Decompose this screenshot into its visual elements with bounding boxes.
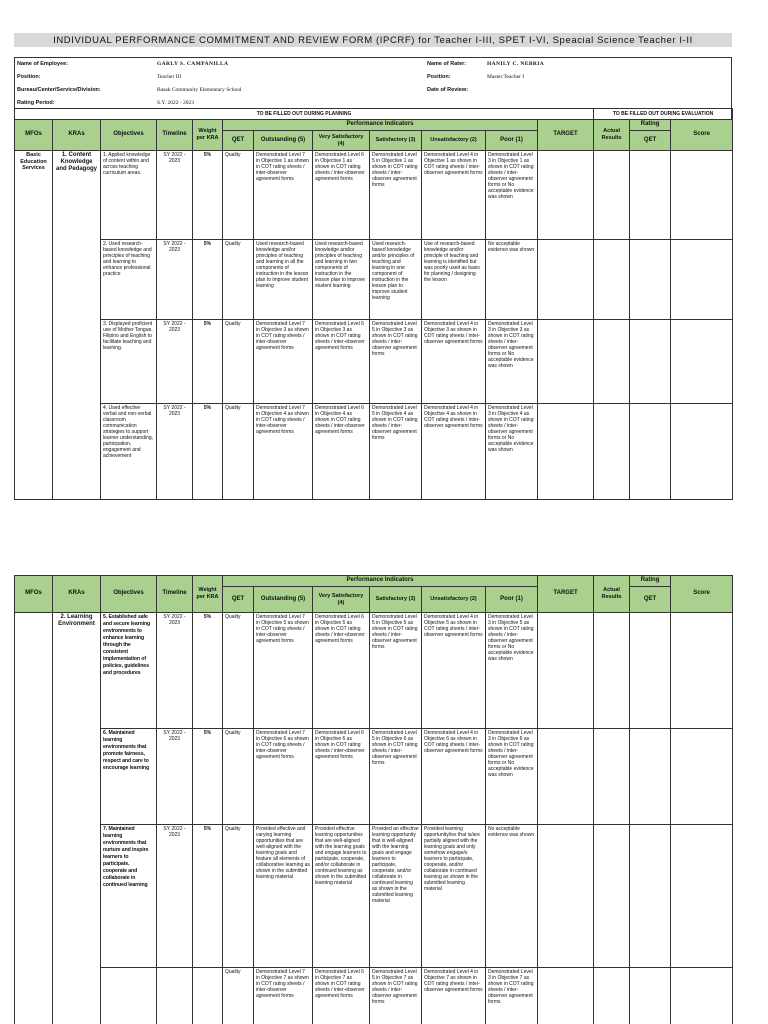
satisfactory-cell: Demonstrated Level 5 in Objective 4 as shown in COT rating sheets / inter-observer agreement forms bbox=[370, 404, 422, 500]
objective-cell: 3. Displayed proficient use of Mother Tongue, Filipino and English to facilitate teaching and learning. bbox=[101, 320, 157, 404]
unsatisfactory-cell: Demonstrated Level 4 in Objective 1 as shown in COT rating sheets / inter-observer agreement forms bbox=[422, 151, 486, 240]
objective-cell bbox=[101, 968, 157, 1024]
outstanding-cell: Demonstrated Level 7 in Objective 3 as shown in COT rating sheets / inter-observer agreement forms bbox=[254, 320, 313, 404]
rater-position-label: Position: bbox=[427, 74, 451, 81]
outstanding-cell: Demonstrated Level 7 in Objective 7 as shown in COT rating sheets / inter-observer agreement forms bbox=[254, 968, 313, 1024]
header-kras: KRAs bbox=[53, 120, 101, 151]
header-target: TARGET bbox=[538, 120, 594, 151]
qet-cell: Quality bbox=[223, 968, 254, 1024]
header-performance-indicators: Performance Indicators bbox=[223, 576, 538, 587]
actual-results-cell[interactable] bbox=[594, 613, 630, 729]
satisfactory-cell: Demonstrated Level 5 in Objective 7 as shown in COT rating sheets / inter-observer agreement forms bbox=[370, 968, 422, 1024]
employee-position: Teacher III bbox=[157, 74, 182, 81]
header-unsatisfactory: Unsatisfactory (2) bbox=[422, 587, 486, 613]
timeline-cell: SY 2022 - 2023 bbox=[157, 320, 193, 404]
poor-cell: Demonstrated Level 3 in Objective 1 as shown in COT rating sheets / inter-observer agreement forms or No acceptable evidence was shown bbox=[486, 151, 538, 240]
target-cell[interactable] bbox=[538, 240, 594, 320]
satisfactory-cell: Demonstrated Level 5 in Objective 1 as shown in COT rating sheets / inter-observer agreement forms bbox=[370, 151, 422, 240]
kra-cell: 2. Learning Environment bbox=[53, 613, 101, 1024]
table-row bbox=[15, 151, 733, 240]
header-outstanding: Outstanding (5) bbox=[254, 587, 313, 613]
header-rating-qet: QET bbox=[630, 131, 671, 151]
satisfactory-cell: Demonstrated Level 5 in Objective 6 as shown in COT rating sheets / inter-observer agreement forms bbox=[370, 729, 422, 825]
rater-position: Master Teacher I bbox=[487, 74, 525, 81]
satisfactory-cell: Used research-based knowledge and/or principles of teaching and learning in one component of instruction in the lesson plan to improve student learning bbox=[370, 240, 422, 320]
actual-results-cell[interactable] bbox=[594, 151, 630, 240]
rating-period: S.Y. 2022 - 2023 bbox=[157, 100, 195, 107]
satisfactory-cell: Demonstrated Level 5 in Objective 3 as shown in COT rating sheets / inter-observer agreement forms bbox=[370, 320, 422, 404]
rating-cell[interactable] bbox=[630, 320, 671, 404]
ipcrf-table-page1 bbox=[14, 108, 733, 500]
header-timeline: Timeline bbox=[157, 576, 193, 613]
outstanding-cell: Used research-based knowledge and/or principles of teaching and learning in all the components of instruction in the lesson plan to improve student learning bbox=[254, 240, 313, 320]
evaluation-band: TO BE FILLED OUT DURING EVALUATION bbox=[594, 109, 733, 120]
timeline-cell: SY 2022 - 2023 bbox=[157, 240, 193, 320]
poor-cell: Demonstrated Level 3 in Objective 4 as shown in COT rating sheets / inter-observer agreement forms or No acceptable evidence was shown bbox=[486, 404, 538, 500]
unsatisfactory-cell: Use of research-based knowledge and/or principle of teaching and learning is identified but was poorly used as basis for planning / designing the lesson bbox=[422, 240, 486, 320]
bureau-label: Bureau/Center/Service/Division: bbox=[17, 87, 101, 94]
header-score: Score bbox=[671, 576, 733, 613]
employee-info bbox=[14, 58, 732, 110]
table-row bbox=[15, 404, 733, 500]
weight-cell: 5% bbox=[193, 613, 223, 729]
qet-cell: Quality bbox=[223, 151, 254, 240]
table-row bbox=[15, 825, 733, 968]
header-very-satisfactory: Very Satisfactory (4) bbox=[313, 587, 370, 613]
weight-cell: 5% bbox=[193, 240, 223, 320]
header-outstanding: Outstanding (5) bbox=[254, 131, 313, 151]
target-cell[interactable] bbox=[538, 151, 594, 240]
timeline-cell: SY 2022 - 2023 bbox=[157, 613, 193, 729]
satisfactory-cell: Provided an effective learning opportunity that is well-aligned with the learning goals and engage learners to participate, cooperate, and/or collaborate in continued learning as shown in the submitted learning material bbox=[370, 825, 422, 968]
rating-cell[interactable] bbox=[630, 404, 671, 500]
rating-cell[interactable] bbox=[630, 613, 671, 729]
mfo-cell bbox=[15, 613, 53, 1024]
mfo-cell: Basic Education Services bbox=[15, 151, 53, 500]
unsatisfactory-cell: Provided learning opportunity/ies that is/are partially aligned with the learning goals and only somehow engage/s learners to participate, cooperate, and/or collaborate in continued learning as shown in the submitted learning material bbox=[422, 825, 486, 968]
weight-cell: 5% bbox=[193, 151, 223, 240]
score-cell[interactable] bbox=[671, 729, 733, 825]
employee-bureau: Basak Community Elementary School bbox=[157, 87, 242, 94]
header-qet: QET bbox=[223, 131, 254, 151]
rating-cell[interactable] bbox=[630, 151, 671, 240]
weight-cell bbox=[193, 968, 223, 1024]
objective-cell: 1. Applied knowledge of content within and across teaching curriculum areas. bbox=[101, 151, 157, 240]
score-cell[interactable] bbox=[671, 320, 733, 404]
outstanding-cell: Provided effective and varying learning opportunities that are well-aligned with the learning goals and feature all elements of collaborative learning as shown in the submitted learning material bbox=[254, 825, 313, 968]
header-very-satisfactory: Very Satisfactory (4) bbox=[313, 131, 370, 151]
kra-cell: 1. Content Knowledge and Pedagogy bbox=[53, 151, 101, 500]
qet-cell: Quality bbox=[223, 825, 254, 968]
objective-cell: 7. Maintained learning environments that nurture and inspire learners to participate, cooperate and collaborate in continued learning bbox=[101, 825, 157, 968]
very-satisfactory-cell: Demonstrated Level 6 in Objective 1 as shown in COT rating sheets / inter-observer agreement forms bbox=[313, 151, 370, 240]
score-cell[interactable] bbox=[671, 825, 733, 968]
review-date-label: Date of Review: bbox=[427, 87, 468, 94]
outstanding-cell: Demonstrated Level 7 in Objective 5 as shown in COT rating sheets / inter-observer agreement forms bbox=[254, 613, 313, 729]
actual-results-cell[interactable] bbox=[594, 825, 630, 968]
employee-name: GARLY S. CAMPANILLA bbox=[157, 61, 229, 68]
qet-cell: Quality bbox=[223, 729, 254, 825]
target-cell[interactable] bbox=[538, 613, 594, 729]
very-satisfactory-cell: Used research-based knowledge and/or principles of teaching and learning in two components of instruction in the lesson plan to improve student learning bbox=[313, 240, 370, 320]
header-mfos: MFOs bbox=[15, 120, 53, 151]
header-timeline: Timeline bbox=[157, 120, 193, 151]
weight-cell: 5% bbox=[193, 825, 223, 968]
table-row bbox=[15, 729, 733, 825]
qet-cell: Quality bbox=[223, 613, 254, 729]
score-cell[interactable] bbox=[671, 968, 733, 1024]
weight-cell: 5% bbox=[193, 729, 223, 825]
poor-cell: No acceptable evidence was shown bbox=[486, 825, 538, 968]
unsatisfactory-cell: Demonstrated Level 4 in Objective 3 as shown in COT rating sheets / inter-observer agreement forms bbox=[422, 320, 486, 404]
review-date-value bbox=[484, 84, 732, 97]
header-satisfactory: Satisfactory (3) bbox=[370, 131, 422, 151]
target-cell[interactable] bbox=[538, 968, 594, 1024]
header-qet: QET bbox=[223, 587, 254, 613]
timeline-cell: SY 2022 - 2023 bbox=[157, 151, 193, 240]
table-row bbox=[15, 240, 733, 320]
header-objectives: Objectives bbox=[101, 120, 157, 151]
table-row bbox=[15, 968, 733, 1024]
header-unsatisfactory: Unsatisfactory (2) bbox=[422, 131, 486, 151]
weight-cell: 5% bbox=[193, 404, 223, 500]
rater-name: HANILY C. NEBRIA bbox=[487, 61, 545, 68]
header-satisfactory: Satisfactory (3) bbox=[370, 587, 422, 613]
qet-cell: Quality bbox=[223, 240, 254, 320]
very-satisfactory-cell: Demonstrated Level 6 in Objective 6 as shown in COT rating sheets / inter-observer agreement forms bbox=[313, 729, 370, 825]
very-satisfactory-cell: Demonstrated Level 6 in Objective 3 as shown in COT rating sheets / inter-observer agreement forms bbox=[313, 320, 370, 404]
unsatisfactory-cell: Demonstrated Level 4 in Objective 4 as shown in COT rating sheets / inter-observer agreement forms bbox=[422, 404, 486, 500]
table-row bbox=[15, 320, 733, 404]
target-cell[interactable] bbox=[538, 404, 594, 500]
rater-name-label: Name of Rater: bbox=[427, 61, 467, 68]
actual-results-cell[interactable] bbox=[594, 729, 630, 825]
very-satisfactory-cell: Demonstrated Level 6 in Objective 4 as shown in COT rating sheets / inter-observer agreement forms bbox=[313, 404, 370, 500]
qet-cell: Quality bbox=[223, 404, 254, 500]
outstanding-cell: Demonstrated Level 7 in Objective 1 as shown in COT rating sheets / inter-observer agreement forms bbox=[254, 151, 313, 240]
header-rating-qet: QET bbox=[630, 587, 671, 613]
unsatisfactory-cell: Demonstrated Level 4 in Objective 5 as shown in COT rating sheets / inter-observer agreement forms bbox=[422, 613, 486, 729]
header-kras: KRAs bbox=[53, 576, 101, 613]
header-weight: Weight per KRA bbox=[193, 576, 223, 613]
timeline-cell bbox=[157, 968, 193, 1024]
objective-cell: 5. Established safe and secure learning environments to enhance learning through the consistent implementation of policies, guidelines and procedures bbox=[101, 613, 157, 729]
actual-results-cell[interactable] bbox=[594, 404, 630, 500]
qet-cell: Quality bbox=[223, 320, 254, 404]
timeline-cell: SY 2022 - 2023 bbox=[157, 825, 193, 968]
poor-cell: Demonstrated Level 3 in Objective 6 as shown in COT rating sheets / inter-observer agreement forms or No acceptable evidence was shown bbox=[486, 729, 538, 825]
poor-cell: Demonstrated Level 3 in Objective 7 as shown in COT rating sheets / inter-observer agreement forms bbox=[486, 968, 538, 1024]
table-row bbox=[15, 613, 733, 729]
timeline-cell: SY 2022 - 2023 bbox=[157, 404, 193, 500]
poor-cell: Demonstrated Level 3 in Objective 5 as shown in COT rating sheets / inter-observer agreement forms or No acceptable evidence was shown bbox=[486, 613, 538, 729]
very-satisfactory-cell: Demonstrated Level 6 in Objective 7 as shown in COT rating sheets / inter-observer agreement forms bbox=[313, 968, 370, 1024]
outstanding-cell: Demonstrated Level 7 in Objective 6 as shown in COT rating sheets / inter-observer agreement forms bbox=[254, 729, 313, 825]
rating-cell[interactable] bbox=[630, 968, 671, 1024]
header-performance-indicators: Performance Indicators bbox=[223, 120, 538, 131]
header-rating: Rating bbox=[630, 576, 671, 587]
header-rating: Rating bbox=[630, 120, 671, 131]
target-cell[interactable] bbox=[538, 320, 594, 404]
objective-cell: 2. Used research-based knowledge and principles of teaching and learning to enhance professional practice bbox=[101, 240, 157, 320]
target-cell[interactable] bbox=[538, 729, 594, 825]
actual-results-cell[interactable] bbox=[594, 320, 630, 404]
satisfactory-cell: Demonstrated Level 5 in Objective 5 as shown in COT rating sheets / inter-observer agreement forms bbox=[370, 613, 422, 729]
actual-results-cell[interactable] bbox=[594, 240, 630, 320]
very-satisfactory-cell: Provided effective learning opportunities that are well-aligned with the learning goals and engage learners to participate, cooperate, and/or collaborate in continued learning as shown in the submitted learning material bbox=[313, 825, 370, 968]
header-target: TARGET bbox=[538, 576, 594, 613]
header-objectives: Objectives bbox=[101, 576, 157, 613]
poor-cell: Demonstrated Level 3 in Objective 3 as shown in COT rating sheets / inter-observer agreement forms or No acceptable evidence was shown bbox=[486, 320, 538, 404]
position-label: Position: bbox=[17, 74, 41, 81]
rating-cell[interactable] bbox=[630, 240, 671, 320]
header-mfos: MFOs bbox=[15, 576, 53, 613]
unsatisfactory-cell: Demonstrated Level 4 in Objective 7 as shown in COT rating sheets / inter-observer agreement forms bbox=[422, 968, 486, 1024]
header-score: Score bbox=[671, 120, 733, 151]
timeline-cell: SY 2022 - 2023 bbox=[157, 729, 193, 825]
header-poor: Poor (1) bbox=[486, 587, 538, 613]
score-cell[interactable] bbox=[671, 404, 733, 500]
target-cell[interactable] bbox=[538, 825, 594, 968]
outstanding-cell: Demonstrated Level 7 in Objective 4 as shown in COT rating sheets / inter-observer agreement forms bbox=[254, 404, 313, 500]
planning-band: TO BE FILLED OUT DURING PLANNING bbox=[15, 109, 594, 120]
header-actual-results: Actual Results bbox=[594, 120, 630, 151]
weight-cell: 5% bbox=[193, 320, 223, 404]
score-cell[interactable] bbox=[671, 240, 733, 320]
header-actual-results: Actual Results bbox=[594, 576, 630, 613]
header-poor: Poor (1) bbox=[486, 131, 538, 151]
rating-period-label: Rating Period: bbox=[17, 100, 55, 107]
objective-cell: 4. Used effective verbal and non-verbal classroom communication strategies to support learner understanding, participation, engagement and achievement bbox=[101, 404, 157, 500]
very-satisfactory-cell: Demonstrated Level 6 in Objective 5 as shown in COT rating sheets / inter-observer agreement forms bbox=[313, 613, 370, 729]
rating-cell[interactable] bbox=[630, 729, 671, 825]
score-cell[interactable] bbox=[671, 151, 733, 240]
form-title: INDIVIDUAL PERFORMANCE COMMITMENT AND REVIEW FORM (IPCRF) for Teacher I-III, SPET I-VI, Speacial Science Teacher I-II bbox=[14, 33, 732, 47]
ipcrf-table-page2 bbox=[14, 575, 733, 1024]
rating-cell[interactable] bbox=[630, 825, 671, 968]
actual-results-cell[interactable] bbox=[594, 968, 630, 1024]
score-cell[interactable] bbox=[671, 613, 733, 729]
poor-cell: No acceptable evidence was shown bbox=[486, 240, 538, 320]
unsatisfactory-cell: Demonstrated Level 4 in Objective 6 as shown in COT rating sheets / inter-observer agreement forms bbox=[422, 729, 486, 825]
employee-name-label: Name of Employee: bbox=[17, 61, 69, 68]
objective-cell: 6. Maintained learning environments that promote fairness, respect and care to encourage learning bbox=[101, 729, 157, 825]
header-weight: Weight per KRA bbox=[193, 120, 223, 151]
